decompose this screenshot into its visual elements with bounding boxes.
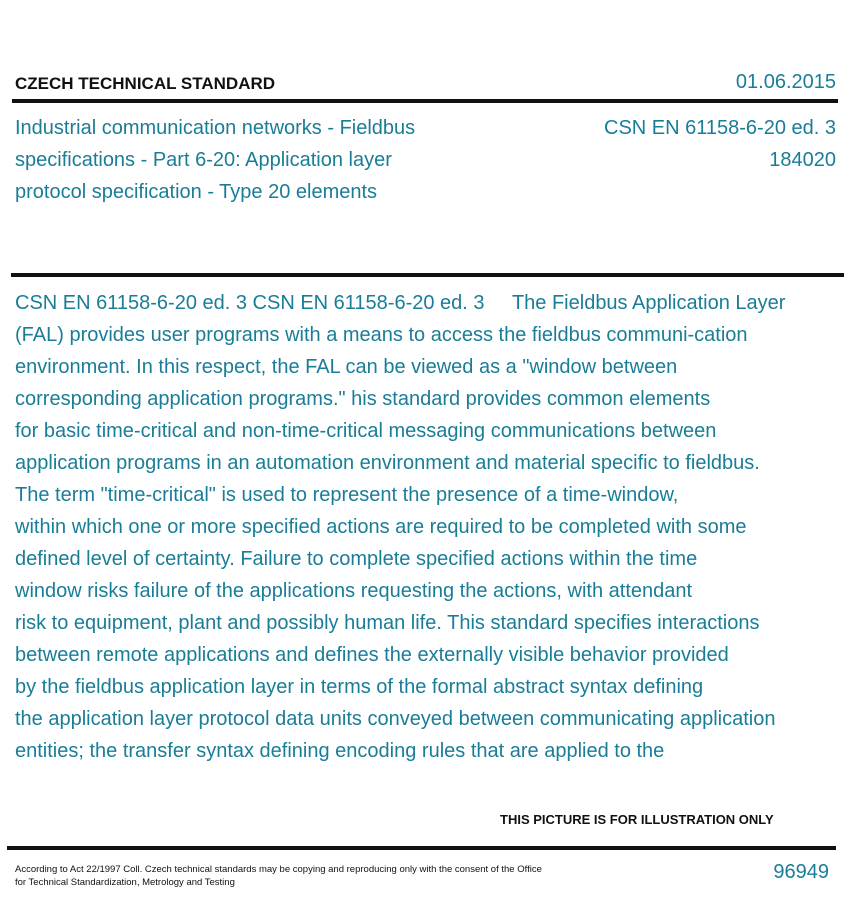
abstract-line: CSN EN 61158-6-20 ed. 3 CSN EN 61158-6-20 ed. 3 The Fieldbus Application Layer: [15, 292, 786, 314]
title-line: protocol specification - Type 20 elements: [15, 181, 378, 203]
abstract-line: within which one or more specified actions are required to be completed with some: [15, 516, 747, 538]
footer-divider: [7, 846, 836, 850]
abstract-line: defined level of certainty. Failure to complete specified actions within the time: [15, 548, 698, 570]
header-divider: [12, 99, 838, 103]
title-divider: [11, 273, 844, 277]
abstract-line: between remote applications and defines the externally visible behavior provided: [15, 644, 729, 666]
product-code: 96949: [773, 861, 829, 883]
standard-number: CSN EN 61158-6-20 ed. 3: [604, 117, 836, 139]
abstract-line: application programs in an automation environment and material specific to fieldbus.: [15, 452, 760, 474]
copyright-line: for Technical Standardization, Metrology and Testing: [15, 876, 235, 888]
standard-type-heading: CZECH TECHNICAL STANDARD: [15, 74, 276, 93]
abstract-line: for basic time-critical and non-time-critical messaging communications between: [15, 420, 717, 442]
copyright-line: According to Act 22/1997 Coll. Czech technical standards may be copying and reproducing only with the consent of the Office: [15, 864, 542, 875]
illustration-disclaimer: THIS PICTURE IS FOR ILLUSTRATION ONLY: [500, 812, 774, 827]
title-line: specifications - Part 6-20: Application layer: [15, 149, 392, 171]
abstract-text: [15, 287, 845, 767]
publication-date: 01.06.2015: [735, 71, 836, 93]
document-title: [15, 112, 485, 208]
title-line: Industrial communication networks - Fieldbus: [15, 117, 416, 139]
abstract-line: entities; the transfer syntax defining encoding rules that are applied to the: [15, 740, 665, 762]
copyright-notice: [15, 864, 615, 889]
abstract-line: corresponding application programs." his standard provides common elements: [15, 388, 711, 410]
abstract-line: by the fieldbus application layer in terms of the formal abstract syntax defining: [15, 676, 704, 698]
abstract-line: window risks failure of the applications requesting the actions, with attendant: [15, 580, 693, 602]
abstract-line: The term "time-critical" is used to represent the presence of a time-window,: [15, 484, 679, 506]
standard-identifiers: [604, 112, 836, 176]
abstract-line: the application layer protocol data units conveyed between communicating application: [15, 708, 776, 730]
abstract-line: risk to equipment, plant and possibly human life. This standard specifies interactions: [15, 612, 760, 634]
abstract-line: environment. In this respect, the FAL can be viewed as a "window between: [15, 356, 678, 378]
abstract-line: (FAL) provides user programs with a means to access the fieldbus communi-cation: [15, 324, 748, 346]
catalog-number: 184020: [769, 149, 836, 171]
